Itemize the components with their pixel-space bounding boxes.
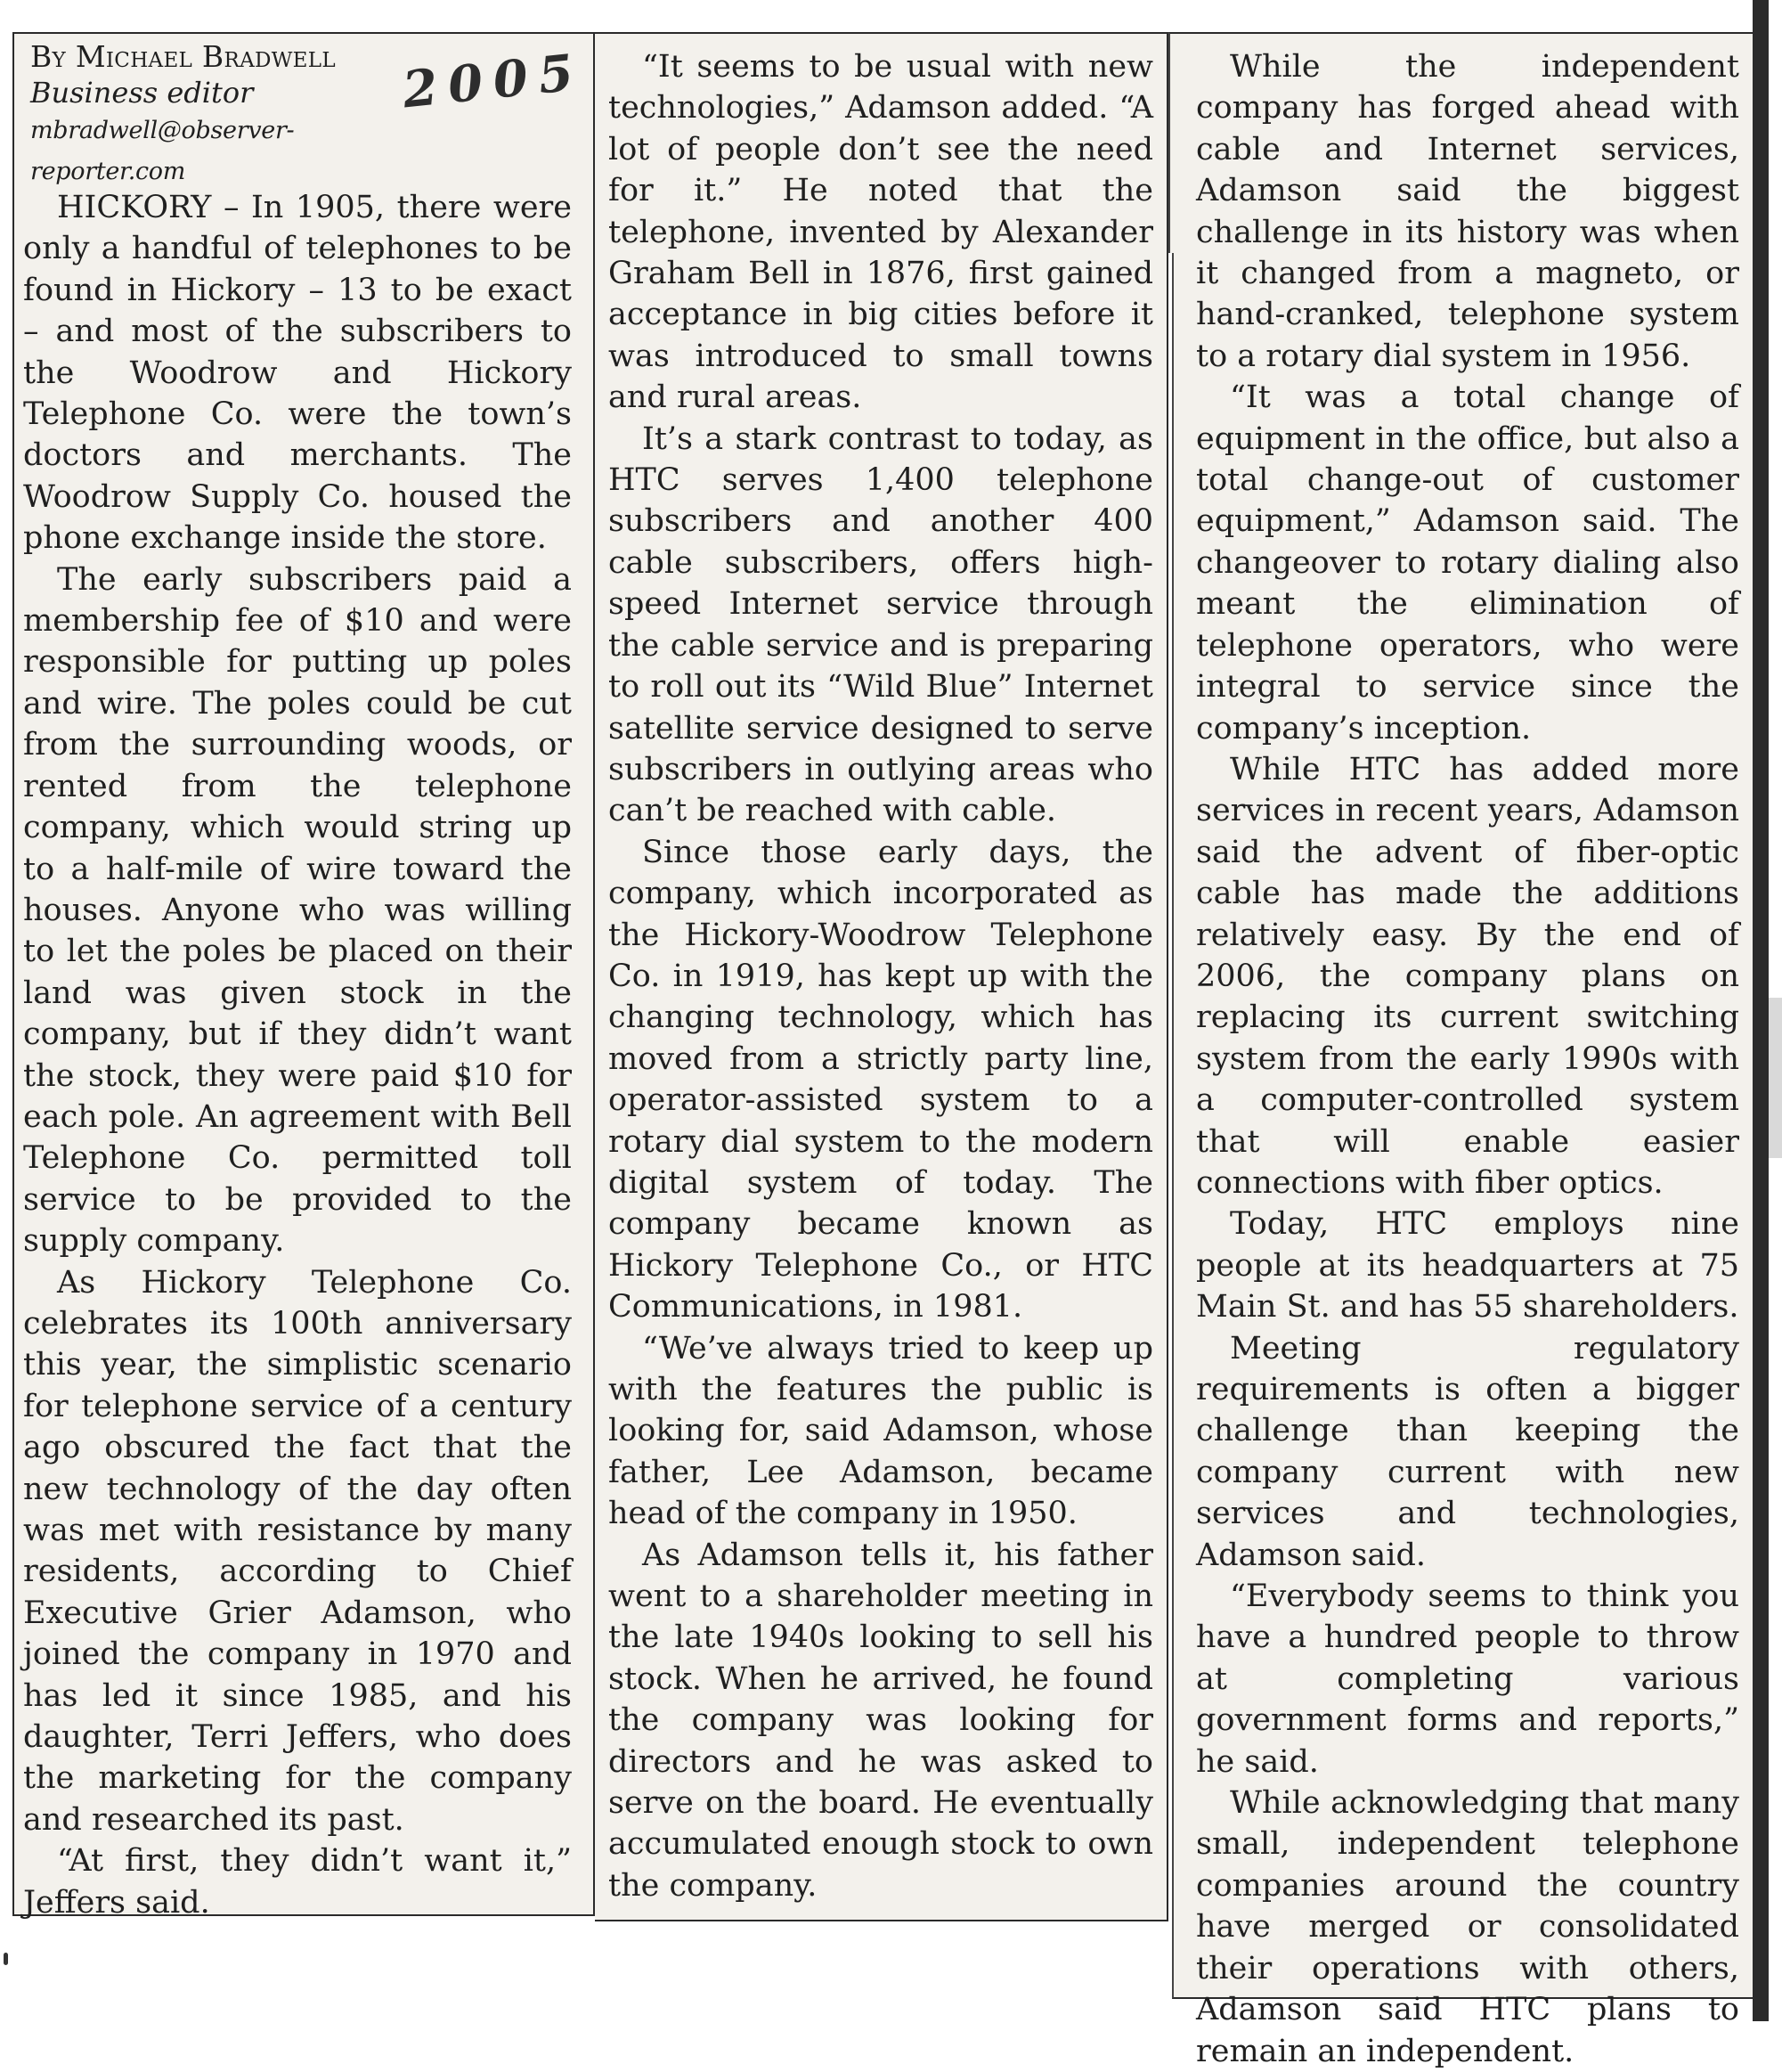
article-column-1: [23, 187, 572, 1923]
paragraph: As Adamson tells it, his father went to a shareholder meeting in the late 1940s looking to sell his stock. When he arrived, he found the company was looking for directors and he was asked to serve on the board. He eventually accumulated enough stock to own the company.: [608, 1537, 1153, 1904]
paragraph: Meeting regulatory requirements is often a bigger challenge than keeping the company current with new services and technologies, Adamson said.: [1196, 1330, 1739, 1573]
paragraph: Since those early days, the company, which incorporated as the Hickory-Woodrow Telephone Co. in 1919, has kept up with the changing technology, which has moved from a strictly party line, operator-assisted system to a rotary dial system to the modern digital system of today. The company became known as Hickory Telephone Co., or HTC Communications, in 1981.: [608, 834, 1153, 1326]
paragraph: “We’ve always tried to keep up with the features the public is looking for, said Adamson, whose father, Lee Adamson, became head of the company in 1950.: [608, 1330, 1153, 1532]
paragraph: While the independent company has forged ahead with cable and Internet services, Adamson said the biggest challenge in its history was when it changed from a magneto, or hand-cranked, telephone system to a rotary dial system in 1956.: [1196, 49, 1739, 374]
scan-speck: [4, 1953, 8, 1965]
article-column-3: [1196, 46, 1739, 2072]
paragraph: While HTC has added more services in recent years, Adamson said the advent of fiber-optic cable has made the additions relatively easy. By the end of 2006, the company plans on replacing its current switching system from the early 1990s with a computer-controlled system that will enable easier connections with fiber optics.: [1196, 751, 1739, 1201]
paragraph: “At first, they didn’t want it,” Jeffers said.: [23, 1843, 572, 1921]
paragraph: HICKORY – In 1905, there were only a handful of telephones to be found in Hickory – 13 to be exact – and most of the subscribers to the Woodrow and Hickory Telephone Co. were the town’s doctors and merchants. The Woodrow Supply Co. housed the phone exchange inside the store.: [23, 190, 572, 557]
paragraph: As Hickory Telephone Co. celebrates its 100th anniversary this year, the simplistic scenario for telephone service of a century ago obscured the fact that the new technology of the day often was met with resistance by many residents, according to Chief Executive Grier Adamson, who joined the company in 1970 and has led it since 1985, and his daughter, Terri Jeffers, who does the marketing for the company and researched its past.: [23, 1264, 572, 1838]
paragraph: “It was a total change of equipment in the office, but also a total change-out of customer equipment,” Adamson said. The changeover to rotary dialing also meant the elimination of telephone operators, who were integral to service since the company’s inception.: [1196, 379, 1739, 746]
scan-edge-highlight: [1769, 998, 1782, 1158]
handwritten-year: 2005: [400, 42, 587, 120]
byline-email: mbradwell@observer-reporter.com: [30, 117, 295, 185]
paragraph: “Everybody seems to think you have a hundred people to throw at completing various government forms and reports,” he said.: [1196, 1578, 1739, 1780]
article-column-2: [608, 46, 1153, 1906]
paragraph: “It seems to be usual with new technologies,” Adamson added. “A lot of people don’t see the need for it.” He noted that the telephone, invented by Alexander Graham Bell in 1876, first gained acceptance in big cities before it was introduced to small towns and rural areas.: [608, 49, 1153, 416]
paragraph: The early subscribers paid a membership fee of $10 and were responsible for putting up poles and wire. The poles could be cut from the surrounding woods, or rented from the telephone company, which would string up to a half-mile of wire toward the houses. Anyone who was willing to let the poles be placed on their land was given stock in the company, but if they didn’t want the stock, they were paid $10 for each pole. An agreement with Bell Telephone Co. permitted toll service to be provided to the supply company.: [23, 561, 572, 1260]
byline-title: Business editor: [30, 76, 254, 110]
paragraph: While acknowledging that many small, independent telephone companies around the country have merged or consolidated their operations with others, Adamson said HTC plans to remain an independent.: [1196, 1785, 1739, 2069]
byline: [30, 39, 404, 192]
paragraph: Today, HTC employs nine people at its headquarters at 75 Main St. and has 55 shareholders.: [1196, 1206, 1739, 1326]
paragraph: It’s a stark contrast to today, as HTC serves 1,400 telephone subscribers and another 400 cable subscribers, offers high-speed Internet service through the cable service and is preparing to roll out its “Wild Blue” Internet satellite service designed to serve subscribers in outlying areas who can’t be reached with cable.: [608, 420, 1153, 829]
scan-edge: [1753, 0, 1769, 2021]
byline-name: By Michael Bradwell: [30, 39, 336, 74]
